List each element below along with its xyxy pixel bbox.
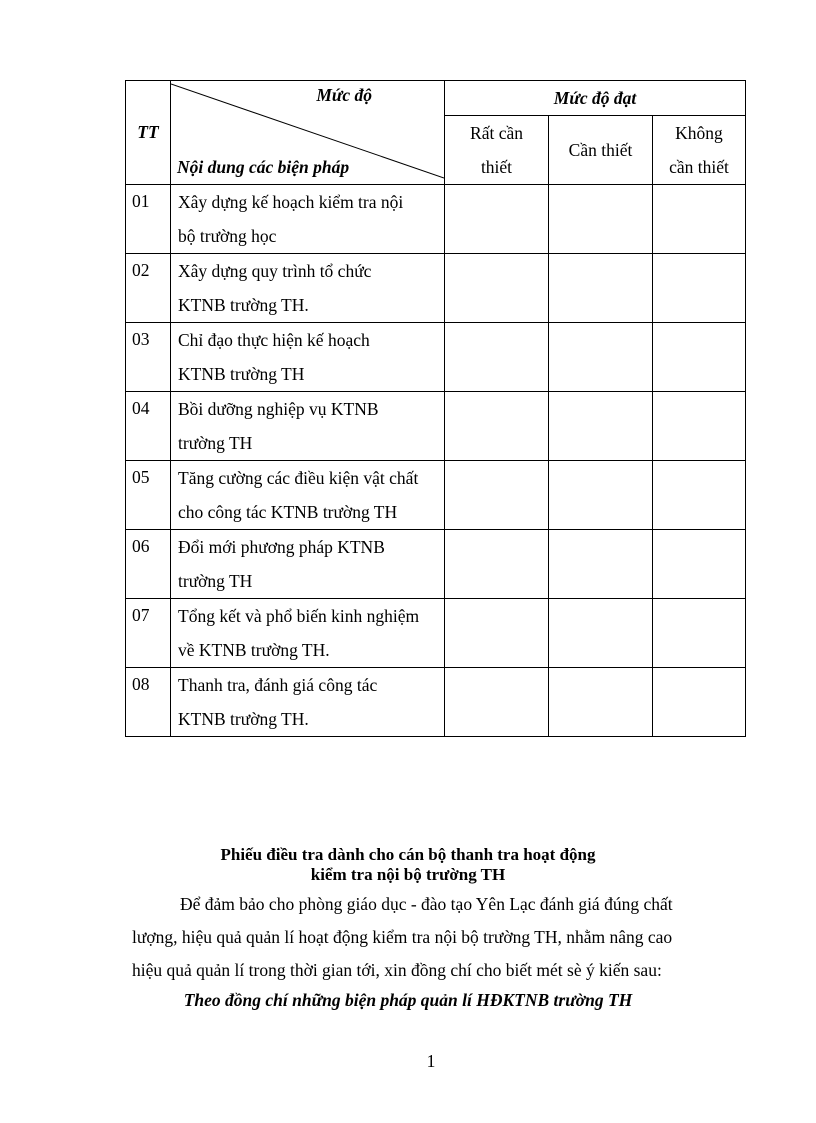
- rating-cell[interactable]: [445, 254, 549, 323]
- header-diagonal-cell: [171, 81, 445, 185]
- survey-title: Phiếu điều tra dành cho cán bộ thanh tra hoạt động kiểm tra nội bộ trường TH: [220, 845, 596, 884]
- rating-cell[interactable]: [549, 323, 653, 392]
- rating-cell[interactable]: [445, 530, 549, 599]
- header-not-necessary: Không cần thiết: [653, 116, 746, 185]
- table-row: [126, 668, 746, 737]
- row-measure: Xây dựng quy trình tổ chức KTNB trường TH.: [171, 254, 445, 323]
- rating-cell[interactable]: [653, 530, 746, 599]
- table-row: [126, 185, 746, 254]
- rating-cell[interactable]: [653, 668, 746, 737]
- table-row: [126, 392, 746, 461]
- header-very-necessary: Rất cần thiết: [445, 116, 549, 185]
- table-row: [126, 599, 746, 668]
- row-measure: Đổi mới phương pháp KTNB trường TH: [171, 530, 445, 599]
- row-measure: Tổng kết và phổ biến kinh nghiệm về KTNB trường TH.: [171, 599, 445, 668]
- row-number: 01: [126, 185, 171, 254]
- rating-cell[interactable]: [549, 392, 653, 461]
- rating-cell[interactable]: [445, 323, 549, 392]
- row-number: 08: [126, 668, 171, 737]
- header-necessary: Cần thiết: [549, 116, 653, 185]
- rating-cell[interactable]: [653, 461, 746, 530]
- rating-cell[interactable]: [549, 185, 653, 254]
- rating-cell[interactable]: [445, 599, 549, 668]
- rating-cell[interactable]: [549, 530, 653, 599]
- row-measure: Bồi dưỡng nghiệp vụ KTNB trường TH: [171, 392, 445, 461]
- row-measure: Xây dựng kế hoạch kiểm tra nội bộ trường học: [171, 185, 445, 254]
- row-number: 04: [126, 392, 171, 461]
- page-number: 1: [426, 1051, 436, 1071]
- rating-cell[interactable]: [549, 461, 653, 530]
- rating-cell[interactable]: [653, 254, 746, 323]
- rating-cell[interactable]: [549, 668, 653, 737]
- intro-paragraph: Để đảm bảo cho phòng giáo dục - đào tạo Yên Lạc đánh giá đúng chất lượng, hiệu quả quản lí hoạt động kiểm tra nội bộ trường TH, nhằm nâng cao hiệu quả quản lí trong thời gian tới, xin đồng chí cho biết mét sè ý kiến sau:: [132, 894, 673, 980]
- rating-cell[interactable]: [445, 668, 549, 737]
- table-row: [126, 323, 746, 392]
- row-number: 03: [126, 323, 171, 392]
- row-measure: Tăng cường các điều kiện vật chất cho công tác KTNB trường TH: [171, 461, 445, 530]
- rating-cell[interactable]: [549, 254, 653, 323]
- row-number: 05: [126, 461, 171, 530]
- table-row: [126, 254, 746, 323]
- row-number: 06: [126, 530, 171, 599]
- row-measure: Thanh tra, đánh giá công tác KTNB trường TH.: [171, 668, 445, 737]
- header-achievement-level: Mức độ đạt: [445, 81, 746, 116]
- header-level: Mức độ: [316, 85, 372, 105]
- rating-cell[interactable]: [445, 185, 549, 254]
- rating-cell[interactable]: [445, 461, 549, 530]
- rating-cell[interactable]: [653, 323, 746, 392]
- rating-cell[interactable]: [653, 599, 746, 668]
- table-row: [126, 461, 746, 530]
- survey-question: Theo đồng chí những biện pháp quản lí HĐKTNB trường TH: [183, 990, 633, 1010]
- table-row: [126, 530, 746, 599]
- header-content: Nội dung các biện pháp: [177, 157, 350, 177]
- rating-cell[interactable]: [653, 185, 746, 254]
- header-tt: TT: [126, 81, 171, 185]
- row-number: 07: [126, 599, 171, 668]
- survey-table: [125, 80, 746, 737]
- rating-cell[interactable]: [549, 599, 653, 668]
- rating-cell[interactable]: [445, 392, 549, 461]
- row-measure: Chỉ đạo thực hiện kế hoạch KTNB trường TH: [171, 323, 445, 392]
- rating-cell[interactable]: [653, 392, 746, 461]
- row-number: 02: [126, 254, 171, 323]
